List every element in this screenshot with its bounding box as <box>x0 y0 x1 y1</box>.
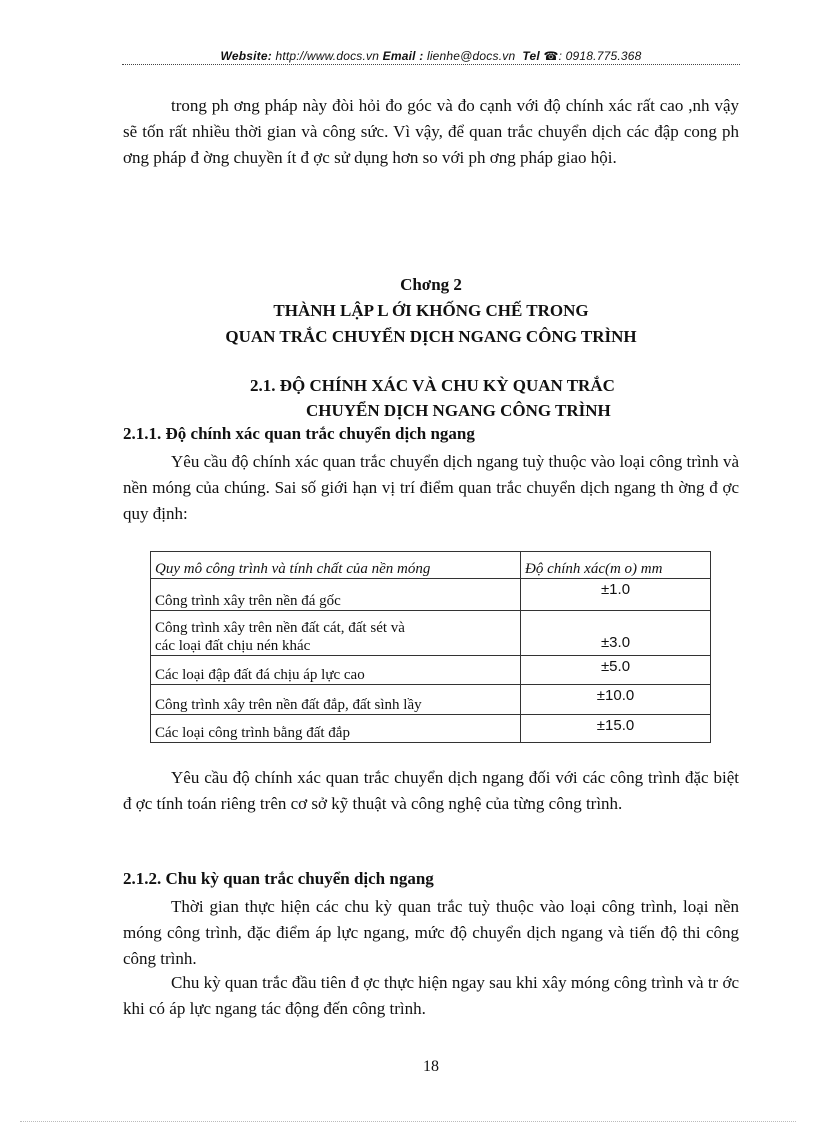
table-cell-desc: Công trình xây trên nền đất cát, đất sét và các loại đất chịu nén khác <box>151 611 521 656</box>
email-label: Email : <box>382 49 424 63</box>
table-cell-desc: Công trình xây trên nền đất đắp, đất sình lầy <box>151 685 521 715</box>
table-row <box>151 715 711 743</box>
table-cell-desc: Các loại đập đất đá chịu áp lực cao <box>151 656 521 685</box>
after-table-paragraph: Yêu cầu độ chính xác quan trắc chuyển dịch ngang đối với các công trình đặc biệt đ ợc tính toán riêng trên cơ sở kỹ thuật và công nghệ của từng công trình. <box>123 768 739 813</box>
header-divider <box>122 64 740 65</box>
table-row <box>151 579 711 611</box>
section-2-1-title-line1: 2.1. ĐỘ CHÍNH XÁC VÀ CHU KỲ QUAN TRẮC <box>250 376 615 395</box>
intro-paragraph: trong ph ơng pháp này đòi hỏi đo góc và đo cạnh với độ chính xác rất cao ,nh vậy sẽ tốn rất nhiều thời gian và công sức. Vì vậy, để quan trắc chuyển dịch các đập cong ph ơng pháp đ ờng chuyền ít đ ợc sử dụng hơn so với ph ơng pháp giao hội. <box>123 96 739 167</box>
section-2-1-1-heading: 2.1.1. Độ chính xác quan trắc chuyển dịch ngang <box>123 424 475 443</box>
table-cell-value: ±15.0 <box>521 715 711 743</box>
footer-divider <box>20 1121 796 1122</box>
table-row <box>151 611 711 656</box>
website-url[interactable]: http://www.docs.vn <box>275 49 380 63</box>
table-header-cell: Độ chính xác(m o) mm <box>521 552 711 579</box>
table-header-row <box>151 552 711 579</box>
table-row <box>151 656 711 685</box>
section-2-1-2-paragraph1: Thời gian thực hiện các chu kỳ quan trắc tuỳ thuộc vào loại công trình, loại nền móng công trình, đặc điểm áp lực ngang, mức độ chuyển dịch ngang và tiến độ thi công công trình. <box>123 897 739 968</box>
table-cell-value: ±3.0 <box>521 611 711 656</box>
chapter-number: Chơng 2 <box>400 275 462 294</box>
section-2-1-1-paragraph: Yêu cầu độ chính xác quan trắc chuyển dịch ngang tuỳ thuộc vào loại công trình và nền móng của chúng. Sai số giới hạn vị trí điểm quan trắc chuyển dịch ngang th ờng đ ợc quy định: <box>123 452 739 523</box>
table-cell-desc: Công trình xây trên nền đá gốc <box>151 579 521 611</box>
page-header <box>122 49 740 63</box>
email-value[interactable]: lienhe@docs.vn <box>426 49 516 63</box>
table-cell-value: ±1.0 <box>521 579 711 611</box>
tel-label: Tel <box>522 49 540 63</box>
website-label: Website: <box>220 49 272 63</box>
table-cell-value: ±10.0 <box>521 685 711 715</box>
chapter-title-line2: QUAN TRẮC CHUYỂN DỊCH NGANG CÔNG TRÌNH <box>225 327 637 346</box>
accuracy-table <box>150 551 711 743</box>
section-2-1-title-line2: CHUYỂN DỊCH NGANG CÔNG TRÌNH <box>306 401 611 420</box>
section-2-1-2-heading: 2.1.2. Chu kỳ quan trắc chuyển dịch ngang <box>123 869 434 888</box>
table-header-cell: Quy mô công trình và tính chất của nền móng <box>151 552 521 579</box>
table-cell-value: ±5.0 <box>521 656 711 685</box>
table-cell-desc: Các loại công trình bằng đất đắp <box>151 715 521 743</box>
section-2-1-2-paragraph2: Chu kỳ quan trắc đầu tiên đ ợc thực hiện ngay sau khi xây móng công trình và tr ớc khi có áp lực ngang tác động đến công trình. <box>123 973 739 1018</box>
chapter-title-line1: THÀNH LẬP L ỚI KHỐNG CHẾ TRONG <box>273 301 589 320</box>
phone-icon: ☎ <box>543 49 559 63</box>
table-row <box>151 685 711 715</box>
tel-value: : 0918.775.368 <box>558 49 642 63</box>
page-number: 18 <box>423 1058 439 1075</box>
